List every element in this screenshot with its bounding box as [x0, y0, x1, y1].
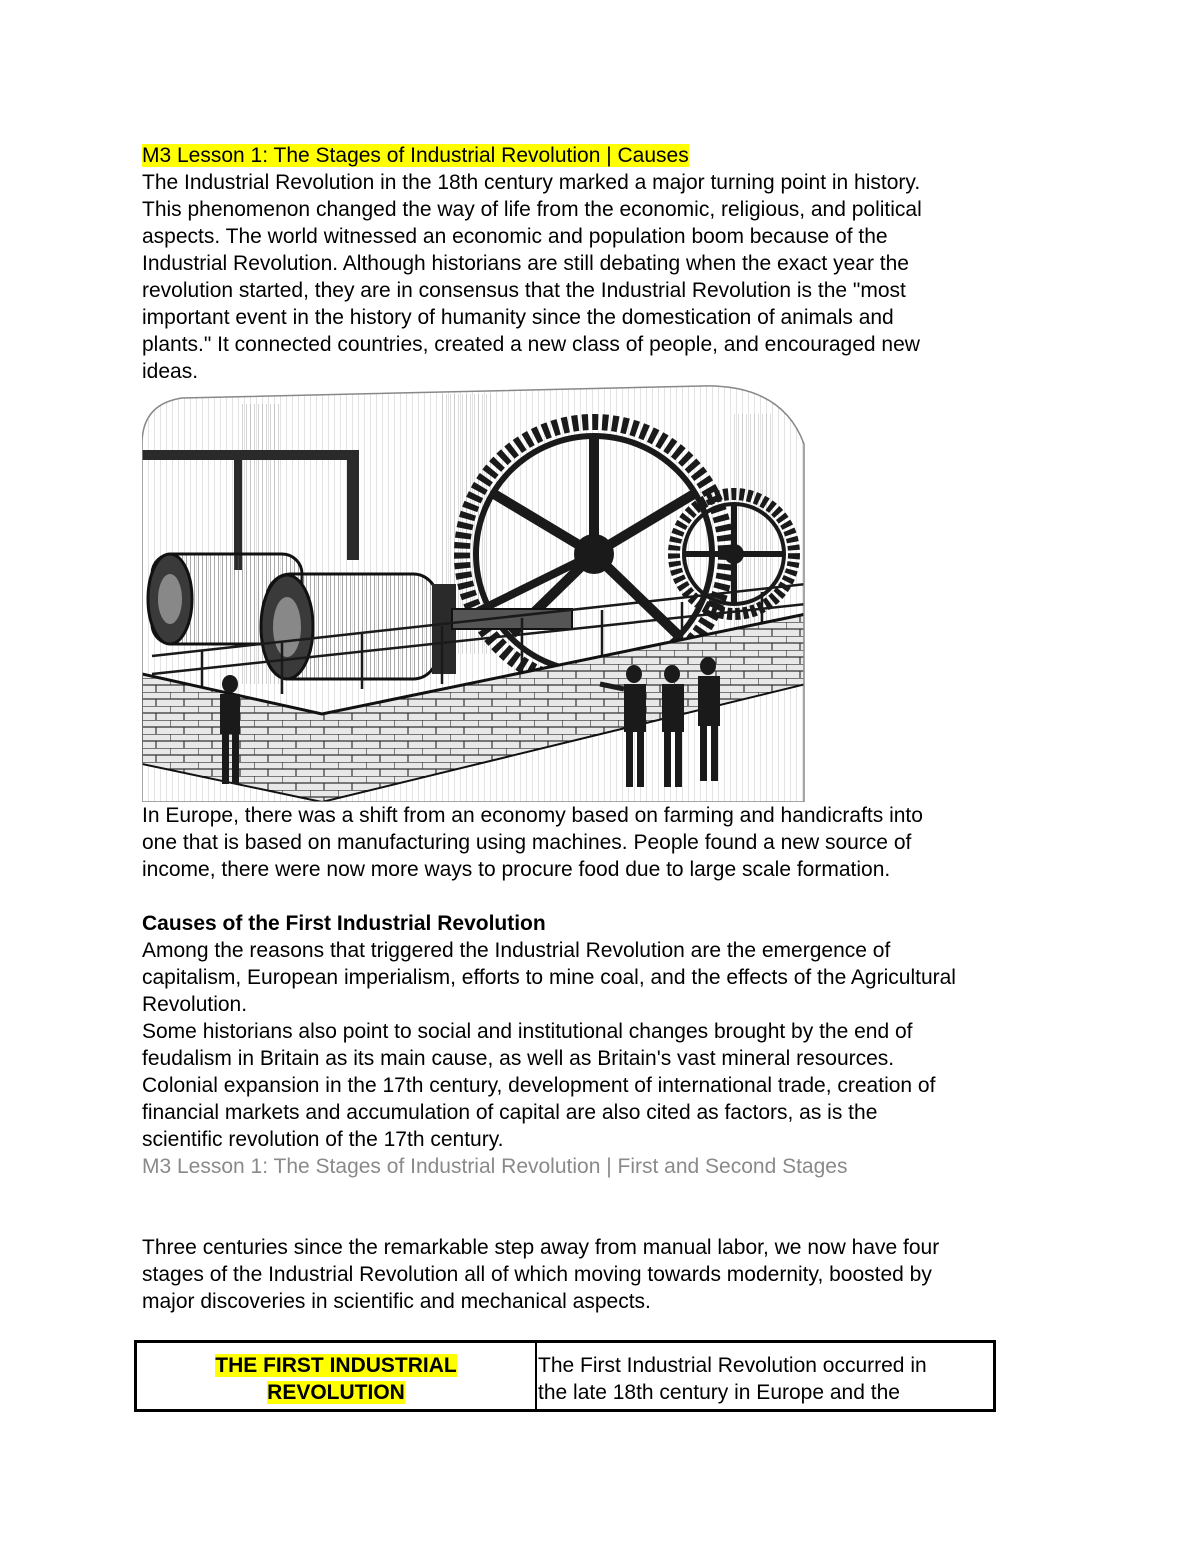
text-line: financial markets and accumulation of capital are also cited as factors, as is the: [142, 1101, 878, 1124]
text-line: Colonial expansion in the 17th century, development of international trade, creation of: [142, 1074, 936, 1097]
text-line: aspects. The world witnessed an economic and population boom because of the: [142, 225, 888, 248]
causes-heading: Causes of the First Industrial Revolution: [142, 912, 546, 935]
text-line: one that is based on manufacturing using machines. People found a new source of: [142, 831, 912, 854]
stage-name-line: REVOLUTION: [267, 1381, 405, 1404]
text-line: In Europe, there was a shift from an economy based on farming and handicrafts into: [142, 804, 923, 827]
table-cell-stage-name: [137, 1343, 537, 1409]
document-body-bottom: [142, 802, 1062, 1315]
spacer: [142, 1180, 1062, 1234]
text-line: the late 18th century in Europe and the: [538, 1381, 900, 1404]
causes-paragraph: [142, 937, 1062, 1153]
text-line: ideas.: [142, 360, 199, 383]
text-line: income, there were now more ways to procure food due to large scale formation.: [142, 858, 891, 881]
document-body-top: [142, 142, 1062, 385]
text-line: capitalism, European imperialism, efforts to mine coal, and the effects of the Agricultural: [142, 966, 956, 989]
text-line: important event in the history of humanity since the domestication of animals and: [142, 306, 894, 329]
text-line: Some historians also point to social and institutional changes brought by the end of: [142, 1020, 913, 1043]
text-line: The Industrial Revolution in the 18th century marked a major turning point in history.: [142, 171, 921, 194]
stages-paragraph: [142, 1234, 1062, 1315]
intro-paragraph: [142, 169, 1062, 385]
text-line: Three centuries since the remarkable step away from manual labor, we now have four: [142, 1236, 940, 1259]
europe-paragraph: [142, 802, 1062, 883]
table-cell-stage-description: [537, 1343, 993, 1409]
lesson-heading-stages: M3 Lesson 1: The Stages of Industrial Revolution | First and Second Stages: [142, 1155, 848, 1178]
stage-name-line: THE FIRST INDUSTRIAL: [215, 1354, 457, 1377]
text-line: revolution started, they are in consensus that the Industrial Revolution is the "most: [142, 279, 906, 302]
text-line: The First Industrial Revolution occurred in: [538, 1354, 927, 1377]
text-line: Among the reasons that triggered the Industrial Revolution are the emergence of: [142, 939, 891, 962]
text-line: plants." It connected countries, created a new class of people, and encouraged new: [142, 333, 920, 356]
steam-engine-engraving: [142, 384, 806, 802]
text-line: This phenomenon changed the way of life from the economic, religious, and political: [142, 198, 922, 221]
text-line: scientific revolution of the 17th century.: [142, 1128, 504, 1151]
text-line: Revolution.: [142, 993, 248, 1016]
stages-table: [134, 1340, 996, 1412]
text-line: major discoveries in scientific and mechanical aspects.: [142, 1290, 651, 1313]
text-line: Industrial Revolution. Although historians are still debating when the exact year the: [142, 252, 909, 275]
spacer: [142, 883, 1062, 910]
text-line: stages of the Industrial Revolution all of which moving towards modernity, boosted by: [142, 1263, 932, 1286]
text-line: feudalism in Britain as its main cause, as well as Britain's vast mineral resources.: [142, 1047, 895, 1070]
lesson-heading-causes: M3 Lesson 1: The Stages of Industrial Revolution | Causes: [142, 144, 689, 167]
steam-engine-illustration: [142, 384, 806, 802]
